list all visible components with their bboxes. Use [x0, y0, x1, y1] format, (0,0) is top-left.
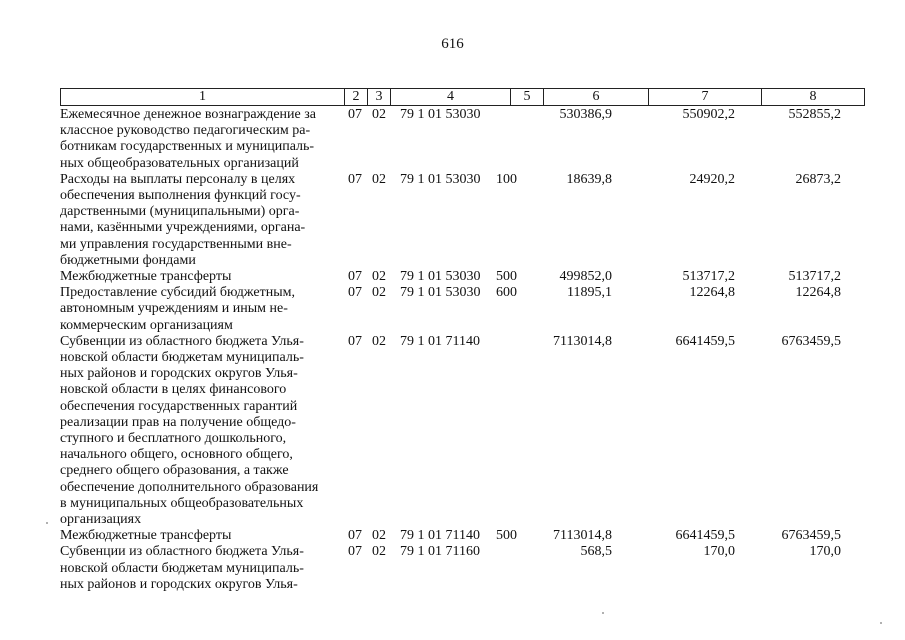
expense-type-code [492, 334, 524, 528]
expense-type-code [492, 544, 524, 593]
header-cell-7: 7 [649, 89, 762, 106]
description-line: ных районов и городских округов Улья- [60, 576, 298, 592]
expense-type-code: 100 [496, 171, 517, 187]
description-line: ступного и бесплатного дошкольного, [60, 431, 287, 447]
description-line: обеспечение дополнительного образования [60, 479, 319, 495]
scan-speck [602, 612, 604, 614]
table-row [60, 269, 850, 285]
table-row [60, 285, 850, 334]
expense-type-code [492, 107, 524, 172]
row-description [60, 269, 336, 285]
header-cell-2: 2 [345, 89, 368, 106]
amount-col-6: 530386,9 [559, 107, 612, 122]
row-description [60, 544, 336, 593]
amount-col-8: 6763459,5 [781, 528, 841, 544]
amount-col-7: 6641459,5 [675, 333, 735, 349]
amount-col-8: 513717,2 [788, 269, 841, 285]
description-line: нами, казёнными учреждениями, органа- [60, 220, 306, 236]
header-cell-6: 6 [544, 89, 649, 106]
target-article-code: 79 1 01 71140 [400, 528, 480, 544]
target-article-code: 79 1 01 53030 [400, 107, 481, 122]
amount-col-7: 170,0 [703, 544, 735, 560]
description-line: начального общего, основного общего, [60, 447, 293, 463]
row-description [60, 172, 336, 269]
description-line: ми управления государственными вне- [60, 236, 292, 252]
amount-col-8: 170,0 [809, 544, 841, 560]
expense-type-code: 500 [496, 528, 517, 544]
subsection-code: 02 [372, 544, 386, 560]
amount-col-6: 7113014,8 [553, 528, 612, 544]
description-line: обеспечения выполнения функций госу- [60, 188, 301, 204]
table-row [60, 334, 850, 528]
amount-col-7: 6641459,5 [675, 528, 735, 544]
description-line: ных районов и городских округов Улья- [60, 366, 298, 382]
description-line: коммерческим организациям [60, 317, 233, 333]
amount-col-8: 12264,8 [795, 285, 841, 301]
scan-speck [46, 522, 48, 524]
description-line: новской области бюджетам муниципаль- [60, 560, 304, 576]
expense-type-code: 600 [496, 285, 517, 301]
amount-col-8: 26873,2 [795, 171, 841, 187]
description-line: бюджетными фондами [60, 252, 196, 268]
subsection-code: 02 [372, 107, 386, 122]
description-line: новской области в целях финансового [60, 382, 287, 398]
description-line: в муниципальных общеобразовательных [60, 495, 304, 511]
table-row [60, 544, 850, 593]
target-article-code: 79 1 01 53030 [400, 269, 481, 285]
amount-col-6: 11895,1 [567, 285, 612, 301]
description-line: Межбюджетные трансферты [60, 269, 232, 285]
subsection-code: 02 [372, 285, 386, 301]
target-article-code: 79 1 01 71140 [400, 333, 480, 349]
amount-col-6: 568,5 [580, 544, 612, 560]
page-number: 616 [441, 36, 464, 52]
header-cell-3: 3 [368, 89, 391, 106]
description-line: Предоставление субсидий бюджетным, [60, 285, 296, 301]
amount-col-8: 6763459,5 [781, 333, 841, 349]
section-code: 07 [348, 528, 362, 544]
description-line: обеспечения государственных гарантий [60, 398, 298, 414]
amount-col-7: 24920,2 [689, 171, 735, 187]
amount-col-6: 18639,8 [566, 171, 612, 187]
row-description [60, 107, 336, 172]
subsection-code: 02 [372, 528, 386, 544]
description-line: ных общеобразовательных организаций [60, 155, 299, 171]
description-line: ботникам государственных и муниципаль- [60, 139, 315, 155]
scan-speck [880, 622, 882, 624]
description-line: организациях [60, 512, 142, 528]
table-body [60, 107, 850, 593]
section-code: 07 [348, 544, 362, 560]
section-code: 07 [348, 171, 362, 187]
description-line: Межбюджетные трансферты [60, 528, 232, 544]
section-code: 07 [348, 107, 362, 122]
description-line: классное руководство педагогическим ра- [60, 123, 311, 139]
description-line: Субвенции из областного бюджета Улья- [60, 544, 304, 560]
description-line: дарственными (муниципальными) орга- [60, 204, 300, 220]
description-line: реализации прав на получение общедо- [60, 414, 296, 430]
subsection-code: 02 [372, 171, 386, 187]
expense-type-code: 500 [496, 269, 517, 285]
description-line: новской области бюджетам муниципаль- [60, 350, 304, 366]
subsection-code: 02 [372, 269, 386, 285]
row-description [60, 285, 336, 334]
amount-col-7: 12264,8 [689, 285, 735, 301]
header-cell-1: 1 [61, 89, 345, 106]
row-description [60, 528, 336, 544]
row-description [60, 334, 336, 528]
description-line: Ежемесячное денежное вознаграждение за [60, 107, 316, 122]
amount-col-6: 499852,0 [559, 269, 612, 285]
table-row [60, 172, 850, 269]
table-row [60, 528, 850, 544]
header-cell-8: 8 [762, 89, 865, 106]
description-line: Расходы на выплаты персоналу в целях [60, 171, 296, 187]
amount-col-8: 552855,2 [788, 107, 841, 122]
table-header [60, 88, 865, 106]
description-line: Субвенции из областного бюджета Улья- [60, 333, 304, 349]
table-row [60, 107, 850, 172]
description-line: автономным учреждениям и иным не- [60, 301, 288, 317]
target-article-code: 79 1 01 53030 [400, 285, 481, 301]
header-cell-4: 4 [391, 89, 511, 106]
section-code: 07 [348, 333, 362, 349]
description-line: среднего общего образования, а также [60, 463, 289, 479]
target-article-code: 79 1 01 53030 [400, 171, 481, 187]
target-article-code: 79 1 01 71160 [400, 544, 480, 560]
subsection-code: 02 [372, 333, 386, 349]
amount-col-7: 513717,2 [682, 269, 735, 285]
header-cell-5: 5 [511, 89, 544, 106]
amount-col-6: 7113014,8 [553, 333, 612, 349]
section-code: 07 [348, 269, 362, 285]
section-code: 07 [348, 285, 362, 301]
amount-col-7: 550902,2 [682, 107, 735, 122]
